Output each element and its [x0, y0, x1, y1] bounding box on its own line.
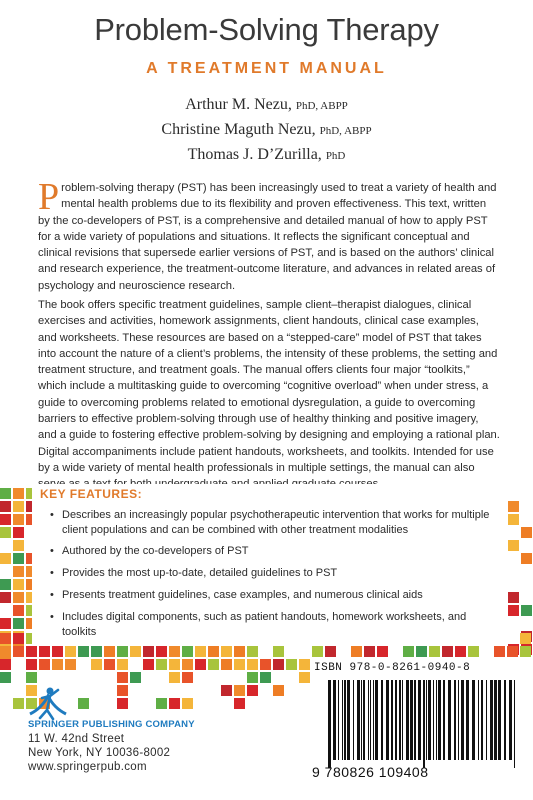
decorative-square — [234, 698, 245, 709]
decorative-square — [13, 698, 24, 709]
decorative-square — [195, 646, 206, 657]
barcode-bar — [461, 680, 464, 760]
drop-cap: P — [38, 176, 60, 218]
decorative-square — [117, 659, 128, 670]
decorative-square — [13, 553, 24, 564]
decorative-square — [13, 566, 24, 577]
decorative-square — [195, 659, 206, 670]
barcode-bar — [414, 680, 416, 760]
barcode-bar — [357, 680, 360, 760]
feature-item — [50, 610, 500, 640]
barcode-bar — [494, 680, 497, 760]
barcode-icon — [322, 680, 530, 768]
decorative-square — [182, 646, 193, 657]
barcode-bar — [386, 680, 389, 760]
decorative-square — [0, 501, 11, 512]
decorative-square — [13, 579, 24, 590]
decorative-square — [416, 646, 427, 657]
decorative-square — [52, 646, 63, 657]
barcode-bar — [486, 680, 487, 760]
barcode-bar — [406, 680, 409, 760]
feature-text: Provides the most up-to-date, detailed guidelines to PST — [62, 567, 338, 579]
barcode-bar — [454, 680, 456, 760]
decorative-square — [169, 672, 180, 683]
decorative-square — [494, 646, 505, 657]
barcode-bar — [472, 680, 475, 760]
decorative-square — [0, 672, 11, 683]
barcode-bar — [478, 680, 479, 760]
decorative-square — [507, 646, 518, 657]
decorative-square — [13, 633, 24, 644]
decorative-square — [104, 646, 115, 657]
decorative-square — [221, 646, 232, 657]
decorative-square — [13, 540, 24, 551]
barcode-bar — [363, 680, 365, 760]
feature-text: Includes digital components, such as patient handouts, homework worksheets, and toolkits — [62, 611, 467, 638]
decorative-square — [0, 527, 11, 538]
decorative-square — [156, 698, 167, 709]
decorative-square — [182, 672, 193, 683]
barcode-bar — [342, 680, 343, 760]
decorative-square — [208, 659, 219, 670]
decorative-square — [364, 646, 375, 657]
barcode-bar — [368, 680, 369, 760]
decorative-square — [520, 633, 531, 644]
barcode-bar — [333, 680, 336, 760]
barcode-bar — [423, 680, 425, 768]
barcode-digits: 9 780826 109408 — [312, 764, 429, 780]
publisher-name: SPRINGER PUBLISHING COMPANY — [28, 719, 195, 730]
decorative-square — [13, 527, 24, 538]
decorative-square — [130, 646, 141, 657]
barcode-bar — [509, 680, 512, 760]
decorative-square — [520, 646, 531, 657]
barcode-bar — [402, 680, 403, 760]
decorative-square — [273, 685, 284, 696]
decorative-square — [156, 659, 167, 670]
feature-item — [50, 544, 500, 559]
publisher-address-line-2: New York, NY 10036-8002 — [28, 747, 171, 759]
decorative-square — [65, 646, 76, 657]
barcode-bar — [490, 680, 493, 760]
barcode-bar — [426, 680, 427, 760]
decorative-square — [13, 592, 24, 603]
barcode-bar — [395, 680, 397, 760]
barcode-bar — [373, 680, 374, 760]
decorative-square — [247, 672, 258, 683]
barcode-bar — [443, 680, 445, 760]
decorative-square — [0, 618, 11, 629]
decorative-square — [0, 488, 11, 499]
decorative-square — [312, 646, 323, 657]
decorative-square — [429, 646, 440, 657]
decorative-square — [247, 646, 258, 657]
barcode-bar — [338, 680, 339, 760]
author-credentials: PhD — [325, 150, 346, 162]
feature-item — [50, 566, 500, 581]
decorative-square — [260, 672, 271, 683]
decorative-square — [26, 659, 37, 670]
barcode-bar — [381, 680, 383, 760]
bullet-icon: • — [50, 545, 54, 557]
decorative-square — [351, 646, 362, 657]
decorative-square — [521, 553, 532, 564]
blurb-text: roblem-solving therapy (PST) has been increasingly used to treat a variety of health and mental health problems due to its flexibility and proven effectiveness. This text, written by the co-developers of PST, is a comprehensive and detailed manual of how to apply PST for a wide variety of populations and situations. It reflects the significant conceptual and clinical revisions that supersede earlier versions of PST, and is based on the authors’ clinical and research experience, the treatment-outcome literature, and advances in related areas of psychology and neuroscience research. — [38, 182, 497, 292]
decorative-square — [78, 646, 89, 657]
decorative-square — [442, 646, 453, 657]
barcode-bar — [328, 680, 331, 768]
decorative-square — [208, 646, 219, 657]
decorative-square — [13, 618, 24, 629]
author-name: Christine Maguth Nezu, — [161, 121, 316, 138]
barcode-bar — [504, 680, 506, 760]
blurb-paragraph-1 — [38, 176, 500, 294]
author-name: Thomas J. D’Zurilla, — [187, 146, 322, 163]
publisher-website: www.springerpub.com — [28, 761, 147, 773]
springer-figure-logo-icon — [28, 686, 68, 722]
decorative-square — [0, 579, 11, 590]
decorative-square — [156, 646, 167, 657]
feature-text: Presents treatment guidelines, case examples, and numerous clinical aids — [62, 589, 423, 601]
barcode-bar — [438, 680, 441, 760]
decorative-square — [78, 698, 89, 709]
author-2 — [0, 121, 533, 139]
bullet-icon: • — [50, 611, 54, 623]
decorative-square — [0, 592, 11, 603]
decorative-square — [234, 659, 245, 670]
bullet-icon: • — [50, 509, 54, 521]
barcode-bar — [391, 680, 393, 760]
decorative-square — [508, 592, 519, 603]
author-1 — [0, 96, 533, 114]
decorative-square — [169, 659, 180, 670]
barcode-bar — [428, 680, 431, 760]
barcode-bar — [481, 680, 483, 760]
decorative-square — [13, 605, 24, 616]
decorative-square — [65, 659, 76, 670]
author-name: Arthur M. Nezu, — [185, 96, 292, 113]
decorative-square — [508, 605, 519, 616]
isbn-barcode-area — [312, 660, 530, 798]
decorative-square — [0, 553, 11, 564]
decorative-square — [117, 698, 128, 709]
decorative-square — [521, 527, 532, 538]
bullet-icon: • — [50, 567, 54, 579]
barcode-bar — [399, 680, 401, 760]
barcode-bar — [458, 680, 459, 760]
decorative-square — [143, 659, 154, 670]
barcode-bar — [353, 680, 354, 760]
barcode-bar — [344, 680, 346, 760]
decorative-square — [0, 514, 11, 525]
barcode-bar — [418, 680, 421, 760]
decorative-square — [143, 646, 154, 657]
blurb-paragraph-2: The book offers specific treatment guidelines, sample client–therapist dialogues, clinical exercises and activities, homework assignments, client handouts, clinical case examples, and worksheets. These resources are based on a “stepped-care” model of PST that takes into account the nature of a client’s problems, the intensity of these problems, the setting and treatment structure, and treatment goals. The manual offers clients four major “toolkits,” which include a multitasking guide to overcoming “cognitive overload” when under stress, a guide to overcoming problems related to emotional dysregulation, a guide to overcoming barriers to effective problem-solving through use of healthy thinking and positive imagery, and a guide to fostering effective problem-solving by designing and employing a rational plan. Digital accompaniments include patient handouts, worksheets, and toolkits. Intended for use by a wide variety of mental health professionals in multiple settings, the manual can also — [38, 299, 500, 474]
decorative-square — [0, 646, 11, 657]
feature-text: Authored by the co-developers of PST — [62, 545, 249, 557]
decorative-square — [299, 672, 310, 683]
decorative-square — [13, 646, 24, 657]
decorative-square — [455, 646, 466, 657]
bullet-icon: • — [50, 589, 54, 601]
barcode-bar — [347, 680, 350, 760]
decorative-square — [91, 659, 102, 670]
author-credentials: PhD, ABPP — [319, 125, 372, 137]
decorative-square — [247, 659, 258, 670]
decorative-square — [0, 633, 11, 644]
decorative-square — [104, 659, 115, 670]
decorative-square — [26, 646, 37, 657]
decorative-square — [260, 659, 271, 670]
decorative-square — [169, 698, 180, 709]
decorative-square — [508, 540, 519, 551]
decorative-square — [169, 646, 180, 657]
book-title: Problem-Solving Therapy — [94, 12, 439, 47]
decorative-square — [221, 685, 232, 696]
barcode-bar — [361, 680, 362, 760]
decorative-square — [182, 698, 193, 709]
isbn-label: ISBN 978-0-8261-0940-8 — [314, 662, 471, 674]
decorative-square — [182, 659, 193, 670]
feature-text: Describes an increasingly popular psychotherapeutic intervention that works for multiple client populations and can be combined with other treatment modalities — [62, 509, 490, 536]
decorative-square — [117, 672, 128, 683]
book-subtitle: A TREATMENT MANUAL — [146, 60, 387, 77]
decorative-square — [403, 646, 414, 657]
decorative-square — [247, 685, 258, 696]
barcode-bar — [375, 680, 378, 760]
decorative-square — [325, 646, 336, 657]
feature-item — [50, 588, 500, 603]
decorative-square — [508, 501, 519, 512]
feature-item — [50, 508, 500, 538]
barcode-bar — [498, 680, 501, 760]
barcode-bar — [448, 680, 451, 760]
decorative-square — [273, 659, 284, 670]
key-features-heading: KEY FEATURES: — [40, 487, 143, 501]
barcode-bar — [436, 680, 437, 760]
key-features-box — [32, 484, 507, 644]
decorative-square — [13, 501, 24, 512]
barcode-bar — [433, 680, 434, 760]
decorative-square — [13, 514, 24, 525]
author-credentials: PhD, ABPP — [295, 100, 348, 112]
barcode-bar — [370, 680, 371, 760]
decorative-square — [39, 646, 50, 657]
decorative-square — [221, 659, 232, 670]
decorative-square — [52, 659, 63, 670]
barcode-bar — [466, 680, 469, 760]
decorative-square — [273, 646, 284, 657]
decorative-square — [39, 659, 50, 670]
decorative-square — [234, 646, 245, 657]
decorative-square — [0, 659, 11, 670]
barcode-bar — [514, 680, 515, 768]
barcode-bar — [410, 680, 413, 760]
decorative-square — [26, 672, 37, 683]
decorative-square — [377, 646, 388, 657]
decorative-square — [299, 659, 310, 670]
decorative-square — [117, 685, 128, 696]
decorative-square — [91, 646, 102, 657]
decorative-square — [234, 685, 245, 696]
decorative-square — [117, 646, 128, 657]
decorative-square — [508, 514, 519, 525]
decorative-square — [286, 659, 297, 670]
decorative-square — [13, 488, 24, 499]
decorative-square — [521, 605, 532, 616]
publisher-address-line-1: 11 W. 42nd Street — [28, 733, 125, 745]
decorative-square — [468, 646, 479, 657]
decorative-square — [130, 672, 141, 683]
author-3 — [0, 146, 533, 164]
